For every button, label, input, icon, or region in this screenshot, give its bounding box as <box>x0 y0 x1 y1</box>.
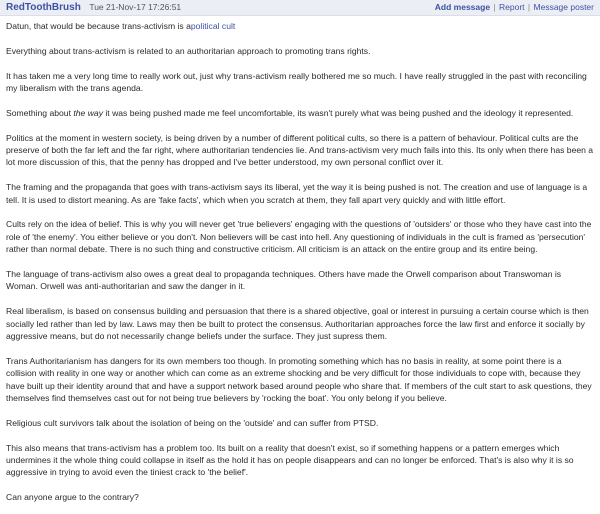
post-paragraph: It has taken me a very long time to really work out, just why trans-activism really bothered me so much. I have really struggled in the past with reconciling my liberalism with the trans agenda. <box>6 70 587 93</box>
post-header <box>0 0 600 16</box>
post-paragraph: Real liberalism, is based on consensus building and persuasion that there is a shared objective, goal or interest in pursuing a certain course which is then socially led rather than led by law. Laws may then be built to protect the consensus. Authoritarian approaches force the law first and enforce it socially by aggressive means, but do not necessarily change beliefs under the surface. They just supress them. <box>6 306 589 342</box>
separator: | <box>527 2 531 12</box>
post-body <box>0 16 600 504</box>
post-paragraph: The language of trans-activism also owes a great deal to propaganda techniques. Others have made the Orwell comparison about Transwoman is Woman. Orwell was anti-authoritarian and saw the danger in it. <box>6 269 562 292</box>
post-text: Datun, that would be because trans-activism is a <box>6 21 191 31</box>
emphasis-text: the way <box>73 107 103 118</box>
add-message-link[interactable]: Add message <box>434 2 491 12</box>
report-link[interactable]: Report <box>499 2 525 12</box>
post-paragraph: Cults rely on the idea of belief. This is why you will never get 'true believers' engaging with the questions of 'outsiders' or those who they have cast into the role of 'the enemy'. You either believe or you don't. Non believers will be cast into hell. Any questioning of individuals in the cult is framed as 'persecution' rather than normal debate. There is no such thing and constructive criticism. All criticism is an attack on the entire group and its entire being. <box>6 219 592 255</box>
post-paragraph: Trans Authoritarianism has dangers for its own members too though. In promoting something which has no basis in reality, at some point there is a collision with reality in one way or another which can come as an extreme shocking and be very difficult for those individuals to cope with, because they have built up their identity around that and have a support network based around people who share that. If members of the cult start to ask questions, they themselves find themselves cast out for not being true believers by 'rocking the boat'. You only belong if you believe. <box>6 355 592 404</box>
post-text: it was being pushed made me feel uncomfortable, its wasn't purely what was being pushed and the ideology it represented. <box>103 107 574 118</box>
post-timestamp: Tue 21-Nov-17 17:26:51 <box>89 2 182 12</box>
post-paragraph: The framing and the propaganda that goes with trans-activism says its liberal, yet the way it is being pushed is not. The creation and use of language is a tell. It is used to distort meaning. As are 'fake facts', which when you scratch at them, they fall apart very quickly and with little effort. <box>6 182 588 205</box>
post-paragraph: Can anyone argue to the contrary? <box>6 492 139 503</box>
political-cult-link[interactable]: political cult <box>190 21 236 31</box>
separator: | <box>493 2 496 12</box>
message-poster-link[interactable]: Message poster <box>533 2 594 12</box>
post-paragraph <box>6 107 594 119</box>
post-paragraph <box>6 20 594 32</box>
post-paragraph: This also means that trans-activism has a problem too. Its built on a reality that doesn't exist, so if something happens or a pattern emerges which undermines it the whole thing could collapse in itself as the hold it has on people disappears and can no longer be enforced. That's is also why it is so aggressive in trying to avoid even the tiniest crack to 'the belief'. <box>6 442 574 478</box>
post-text: Something about <box>6 107 74 118</box>
post-paragraph: Everything about trans-activism is related to an authoritarian approach to promoting trans rights. <box>6 45 371 56</box>
author-name[interactable]: RedToothBrush <box>6 2 81 13</box>
post-paragraph: Politics at the moment in western society, is being driven by a number of different political cults, so there is a pattern of behaviour. Political cults are the preserve of both the far left and the far right, where authoritarian tendencies lie. And trans-activism very much fails into this. Its only when there has been a lot more discussion of this, that the penny has dropped and I've better understood, my own personal conflict over it. <box>6 132 594 168</box>
post-actions <box>435 0 594 15</box>
post-paragraph: Religious cult survivors talk about the isolation of being on the 'outside' and can suffer from PTSD. <box>6 417 379 428</box>
